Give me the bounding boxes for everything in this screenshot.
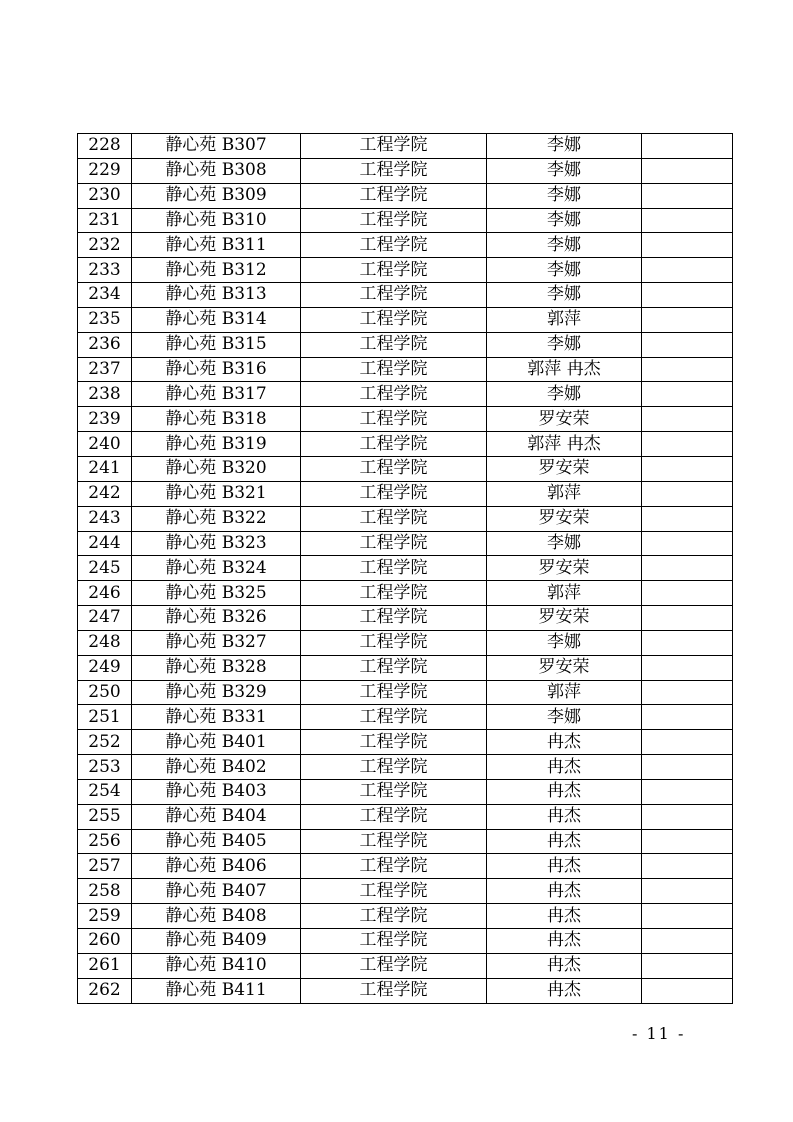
note-cell xyxy=(642,755,733,780)
table-row xyxy=(78,829,733,854)
teacher-cell: 李娜 xyxy=(487,258,642,283)
note-cell xyxy=(642,506,733,531)
note-cell xyxy=(642,158,733,183)
table-row xyxy=(78,680,733,705)
college-cell: 工程学院 xyxy=(301,382,487,407)
row-number-cell: 231 xyxy=(78,208,132,233)
teacher-cell: 李娜 xyxy=(487,283,642,308)
college-cell: 工程学院 xyxy=(301,481,487,506)
table-row xyxy=(78,556,733,581)
dormitory-table-container xyxy=(77,133,733,1004)
teacher-cell: 郭萍 xyxy=(487,581,642,606)
room-cell: 静心苑 B311 xyxy=(132,233,301,258)
row-number-cell: 238 xyxy=(78,382,132,407)
row-number-cell: 246 xyxy=(78,581,132,606)
note-cell xyxy=(642,183,733,208)
college-cell: 工程学院 xyxy=(301,978,487,1003)
college-cell: 工程学院 xyxy=(301,779,487,804)
college-cell: 工程学院 xyxy=(301,332,487,357)
note-cell xyxy=(642,134,733,159)
table-row xyxy=(78,382,733,407)
row-number-cell: 253 xyxy=(78,755,132,780)
note-cell xyxy=(642,481,733,506)
table-row xyxy=(78,779,733,804)
table-row xyxy=(78,904,733,929)
table-row xyxy=(78,134,733,159)
teacher-cell: 冉杰 xyxy=(487,953,642,978)
teacher-cell: 罗安荣 xyxy=(487,506,642,531)
teacher-cell: 李娜 xyxy=(487,208,642,233)
table-row xyxy=(78,804,733,829)
teacher-cell: 冉杰 xyxy=(487,755,642,780)
row-number-cell: 230 xyxy=(78,183,132,208)
room-cell: 静心苑 B307 xyxy=(132,134,301,159)
room-cell: 静心苑 B317 xyxy=(132,382,301,407)
teacher-cell: 李娜 xyxy=(487,531,642,556)
row-number-cell: 233 xyxy=(78,258,132,283)
table-row xyxy=(78,183,733,208)
note-cell xyxy=(642,705,733,730)
college-cell: 工程学院 xyxy=(301,755,487,780)
room-cell: 静心苑 B404 xyxy=(132,804,301,829)
row-number-cell: 245 xyxy=(78,556,132,581)
college-cell: 工程学院 xyxy=(301,804,487,829)
teacher-cell: 冉杰 xyxy=(487,879,642,904)
row-number-cell: 242 xyxy=(78,481,132,506)
teacher-cell: 冉杰 xyxy=(487,854,642,879)
room-cell: 静心苑 B327 xyxy=(132,630,301,655)
room-cell: 静心苑 B408 xyxy=(132,904,301,929)
college-cell: 工程学院 xyxy=(301,134,487,159)
room-cell: 静心苑 B314 xyxy=(132,307,301,332)
row-number-cell: 250 xyxy=(78,680,132,705)
college-cell: 工程学院 xyxy=(301,158,487,183)
row-number-cell: 257 xyxy=(78,854,132,879)
note-cell xyxy=(642,904,733,929)
college-cell: 工程学院 xyxy=(301,283,487,308)
table-row xyxy=(78,357,733,382)
teacher-cell: 罗安荣 xyxy=(487,407,642,432)
note-cell xyxy=(642,953,733,978)
table-row xyxy=(78,531,733,556)
row-number-cell: 252 xyxy=(78,730,132,755)
college-cell: 工程学院 xyxy=(301,655,487,680)
room-cell: 静心苑 B312 xyxy=(132,258,301,283)
table-row xyxy=(78,730,733,755)
room-cell: 静心苑 B309 xyxy=(132,183,301,208)
note-cell xyxy=(642,655,733,680)
table-row xyxy=(78,307,733,332)
table-row xyxy=(78,581,733,606)
note-cell xyxy=(642,456,733,481)
note-cell xyxy=(642,307,733,332)
table-row xyxy=(78,879,733,904)
teacher-cell: 郭萍 冉杰 xyxy=(487,432,642,457)
room-cell: 静心苑 B411 xyxy=(132,978,301,1003)
teacher-cell: 郭萍 xyxy=(487,307,642,332)
room-cell: 静心苑 B321 xyxy=(132,481,301,506)
room-cell: 静心苑 B405 xyxy=(132,829,301,854)
college-cell: 工程学院 xyxy=(301,183,487,208)
teacher-cell: 李娜 xyxy=(487,630,642,655)
table-row xyxy=(78,630,733,655)
note-cell xyxy=(642,730,733,755)
college-cell: 工程学院 xyxy=(301,705,487,730)
college-cell: 工程学院 xyxy=(301,307,487,332)
teacher-cell: 罗安荣 xyxy=(487,606,642,631)
note-cell xyxy=(642,531,733,556)
note-cell xyxy=(642,283,733,308)
room-cell: 静心苑 B406 xyxy=(132,854,301,879)
teacher-cell: 冉杰 xyxy=(487,929,642,954)
college-cell: 工程学院 xyxy=(301,829,487,854)
teacher-cell: 李娜 xyxy=(487,705,642,730)
room-cell: 静心苑 B324 xyxy=(132,556,301,581)
room-cell: 静心苑 B410 xyxy=(132,953,301,978)
table-row xyxy=(78,705,733,730)
teacher-cell: 罗安荣 xyxy=(487,655,642,680)
table-row xyxy=(78,283,733,308)
note-cell xyxy=(642,879,733,904)
note-cell xyxy=(642,233,733,258)
note-cell xyxy=(642,978,733,1003)
teacher-cell: 冉杰 xyxy=(487,904,642,929)
room-cell: 静心苑 B320 xyxy=(132,456,301,481)
college-cell: 工程学院 xyxy=(301,456,487,481)
college-cell: 工程学院 xyxy=(301,680,487,705)
room-cell: 静心苑 B316 xyxy=(132,357,301,382)
row-number-cell: 241 xyxy=(78,456,132,481)
college-cell: 工程学院 xyxy=(301,556,487,581)
college-cell: 工程学院 xyxy=(301,506,487,531)
row-number-cell: 237 xyxy=(78,357,132,382)
row-number-cell: 259 xyxy=(78,904,132,929)
table-row xyxy=(78,258,733,283)
college-cell: 工程学院 xyxy=(301,208,487,233)
table-row xyxy=(78,432,733,457)
teacher-cell: 李娜 xyxy=(487,233,642,258)
teacher-cell: 冉杰 xyxy=(487,779,642,804)
table-row xyxy=(78,158,733,183)
row-number-cell: 234 xyxy=(78,283,132,308)
college-cell: 工程学院 xyxy=(301,233,487,258)
row-number-cell: 229 xyxy=(78,158,132,183)
room-cell: 静心苑 B308 xyxy=(132,158,301,183)
table-row xyxy=(78,606,733,631)
note-cell xyxy=(642,382,733,407)
table-row xyxy=(78,506,733,531)
note-cell xyxy=(642,829,733,854)
table-row xyxy=(78,953,733,978)
college-cell: 工程学院 xyxy=(301,258,487,283)
row-number-cell: 254 xyxy=(78,779,132,804)
teacher-cell: 李娜 xyxy=(487,183,642,208)
row-number-cell: 251 xyxy=(78,705,132,730)
row-number-cell: 248 xyxy=(78,630,132,655)
teacher-cell: 郭萍 xyxy=(487,680,642,705)
teacher-cell: 罗安荣 xyxy=(487,456,642,481)
college-cell: 工程学院 xyxy=(301,904,487,929)
college-cell: 工程学院 xyxy=(301,929,487,954)
room-cell: 静心苑 B323 xyxy=(132,531,301,556)
room-cell: 静心苑 B409 xyxy=(132,929,301,954)
row-number-cell: 262 xyxy=(78,978,132,1003)
room-cell: 静心苑 B407 xyxy=(132,879,301,904)
table-row xyxy=(78,208,733,233)
teacher-cell: 冉杰 xyxy=(487,804,642,829)
college-cell: 工程学院 xyxy=(301,854,487,879)
teacher-cell: 李娜 xyxy=(487,382,642,407)
teacher-cell: 李娜 xyxy=(487,158,642,183)
row-number-cell: 235 xyxy=(78,307,132,332)
room-cell: 静心苑 B310 xyxy=(132,208,301,233)
teacher-cell: 郭萍 冉杰 xyxy=(487,357,642,382)
room-cell: 静心苑 B322 xyxy=(132,506,301,531)
row-number-cell: 236 xyxy=(78,332,132,357)
row-number-cell: 239 xyxy=(78,407,132,432)
table-row xyxy=(78,978,733,1003)
table-row xyxy=(78,655,733,680)
row-number-cell: 255 xyxy=(78,804,132,829)
room-cell: 静心苑 B403 xyxy=(132,779,301,804)
row-number-cell: 258 xyxy=(78,879,132,904)
room-cell: 静心苑 B401 xyxy=(132,730,301,755)
room-cell: 静心苑 B326 xyxy=(132,606,301,631)
teacher-cell: 冉杰 xyxy=(487,730,642,755)
college-cell: 工程学院 xyxy=(301,879,487,904)
note-cell xyxy=(642,680,733,705)
college-cell: 工程学院 xyxy=(301,730,487,755)
college-cell: 工程学院 xyxy=(301,953,487,978)
teacher-cell: 冉杰 xyxy=(487,978,642,1003)
row-number-cell: 260 xyxy=(78,929,132,954)
room-cell: 静心苑 B328 xyxy=(132,655,301,680)
room-cell: 静心苑 B315 xyxy=(132,332,301,357)
teacher-cell: 冉杰 xyxy=(487,829,642,854)
college-cell: 工程学院 xyxy=(301,407,487,432)
table-row xyxy=(78,233,733,258)
college-cell: 工程学院 xyxy=(301,357,487,382)
note-cell xyxy=(642,332,733,357)
table-row xyxy=(78,481,733,506)
note-cell xyxy=(642,804,733,829)
note-cell xyxy=(642,407,733,432)
note-cell xyxy=(642,208,733,233)
room-cell: 静心苑 B331 xyxy=(132,705,301,730)
teacher-cell: 罗安荣 xyxy=(487,556,642,581)
table-row xyxy=(78,332,733,357)
row-number-cell: 228 xyxy=(78,134,132,159)
note-cell xyxy=(642,929,733,954)
college-cell: 工程学院 xyxy=(301,531,487,556)
room-cell: 静心苑 B402 xyxy=(132,755,301,780)
college-cell: 工程学院 xyxy=(301,606,487,631)
room-cell: 静心苑 B325 xyxy=(132,581,301,606)
table-row xyxy=(78,456,733,481)
table-row xyxy=(78,755,733,780)
row-number-cell: 243 xyxy=(78,506,132,531)
note-cell xyxy=(642,854,733,879)
note-cell xyxy=(642,581,733,606)
row-number-cell: 256 xyxy=(78,829,132,854)
college-cell: 工程学院 xyxy=(301,581,487,606)
teacher-cell: 郭萍 xyxy=(487,481,642,506)
row-number-cell: 232 xyxy=(78,233,132,258)
table-row xyxy=(78,407,733,432)
row-number-cell: 247 xyxy=(78,606,132,631)
table-row xyxy=(78,854,733,879)
row-number-cell: 249 xyxy=(78,655,132,680)
room-cell: 静心苑 B313 xyxy=(132,283,301,308)
room-cell: 静心苑 B319 xyxy=(132,432,301,457)
teacher-cell: 李娜 xyxy=(487,134,642,159)
table-body xyxy=(78,134,733,1004)
room-cell: 静心苑 B329 xyxy=(132,680,301,705)
college-cell: 工程学院 xyxy=(301,630,487,655)
row-number-cell: 261 xyxy=(78,953,132,978)
note-cell xyxy=(642,556,733,581)
table-row xyxy=(78,929,733,954)
college-cell: 工程学院 xyxy=(301,432,487,457)
room-cell: 静心苑 B318 xyxy=(132,407,301,432)
note-cell xyxy=(642,606,733,631)
note-cell xyxy=(642,357,733,382)
note-cell xyxy=(642,258,733,283)
page-number: - 11 - xyxy=(632,1024,686,1043)
row-number-cell: 240 xyxy=(78,432,132,457)
teacher-cell: 李娜 xyxy=(487,332,642,357)
note-cell xyxy=(642,779,733,804)
dormitory-table xyxy=(77,133,733,1004)
note-cell xyxy=(642,432,733,457)
note-cell xyxy=(642,630,733,655)
row-number-cell: 244 xyxy=(78,531,132,556)
